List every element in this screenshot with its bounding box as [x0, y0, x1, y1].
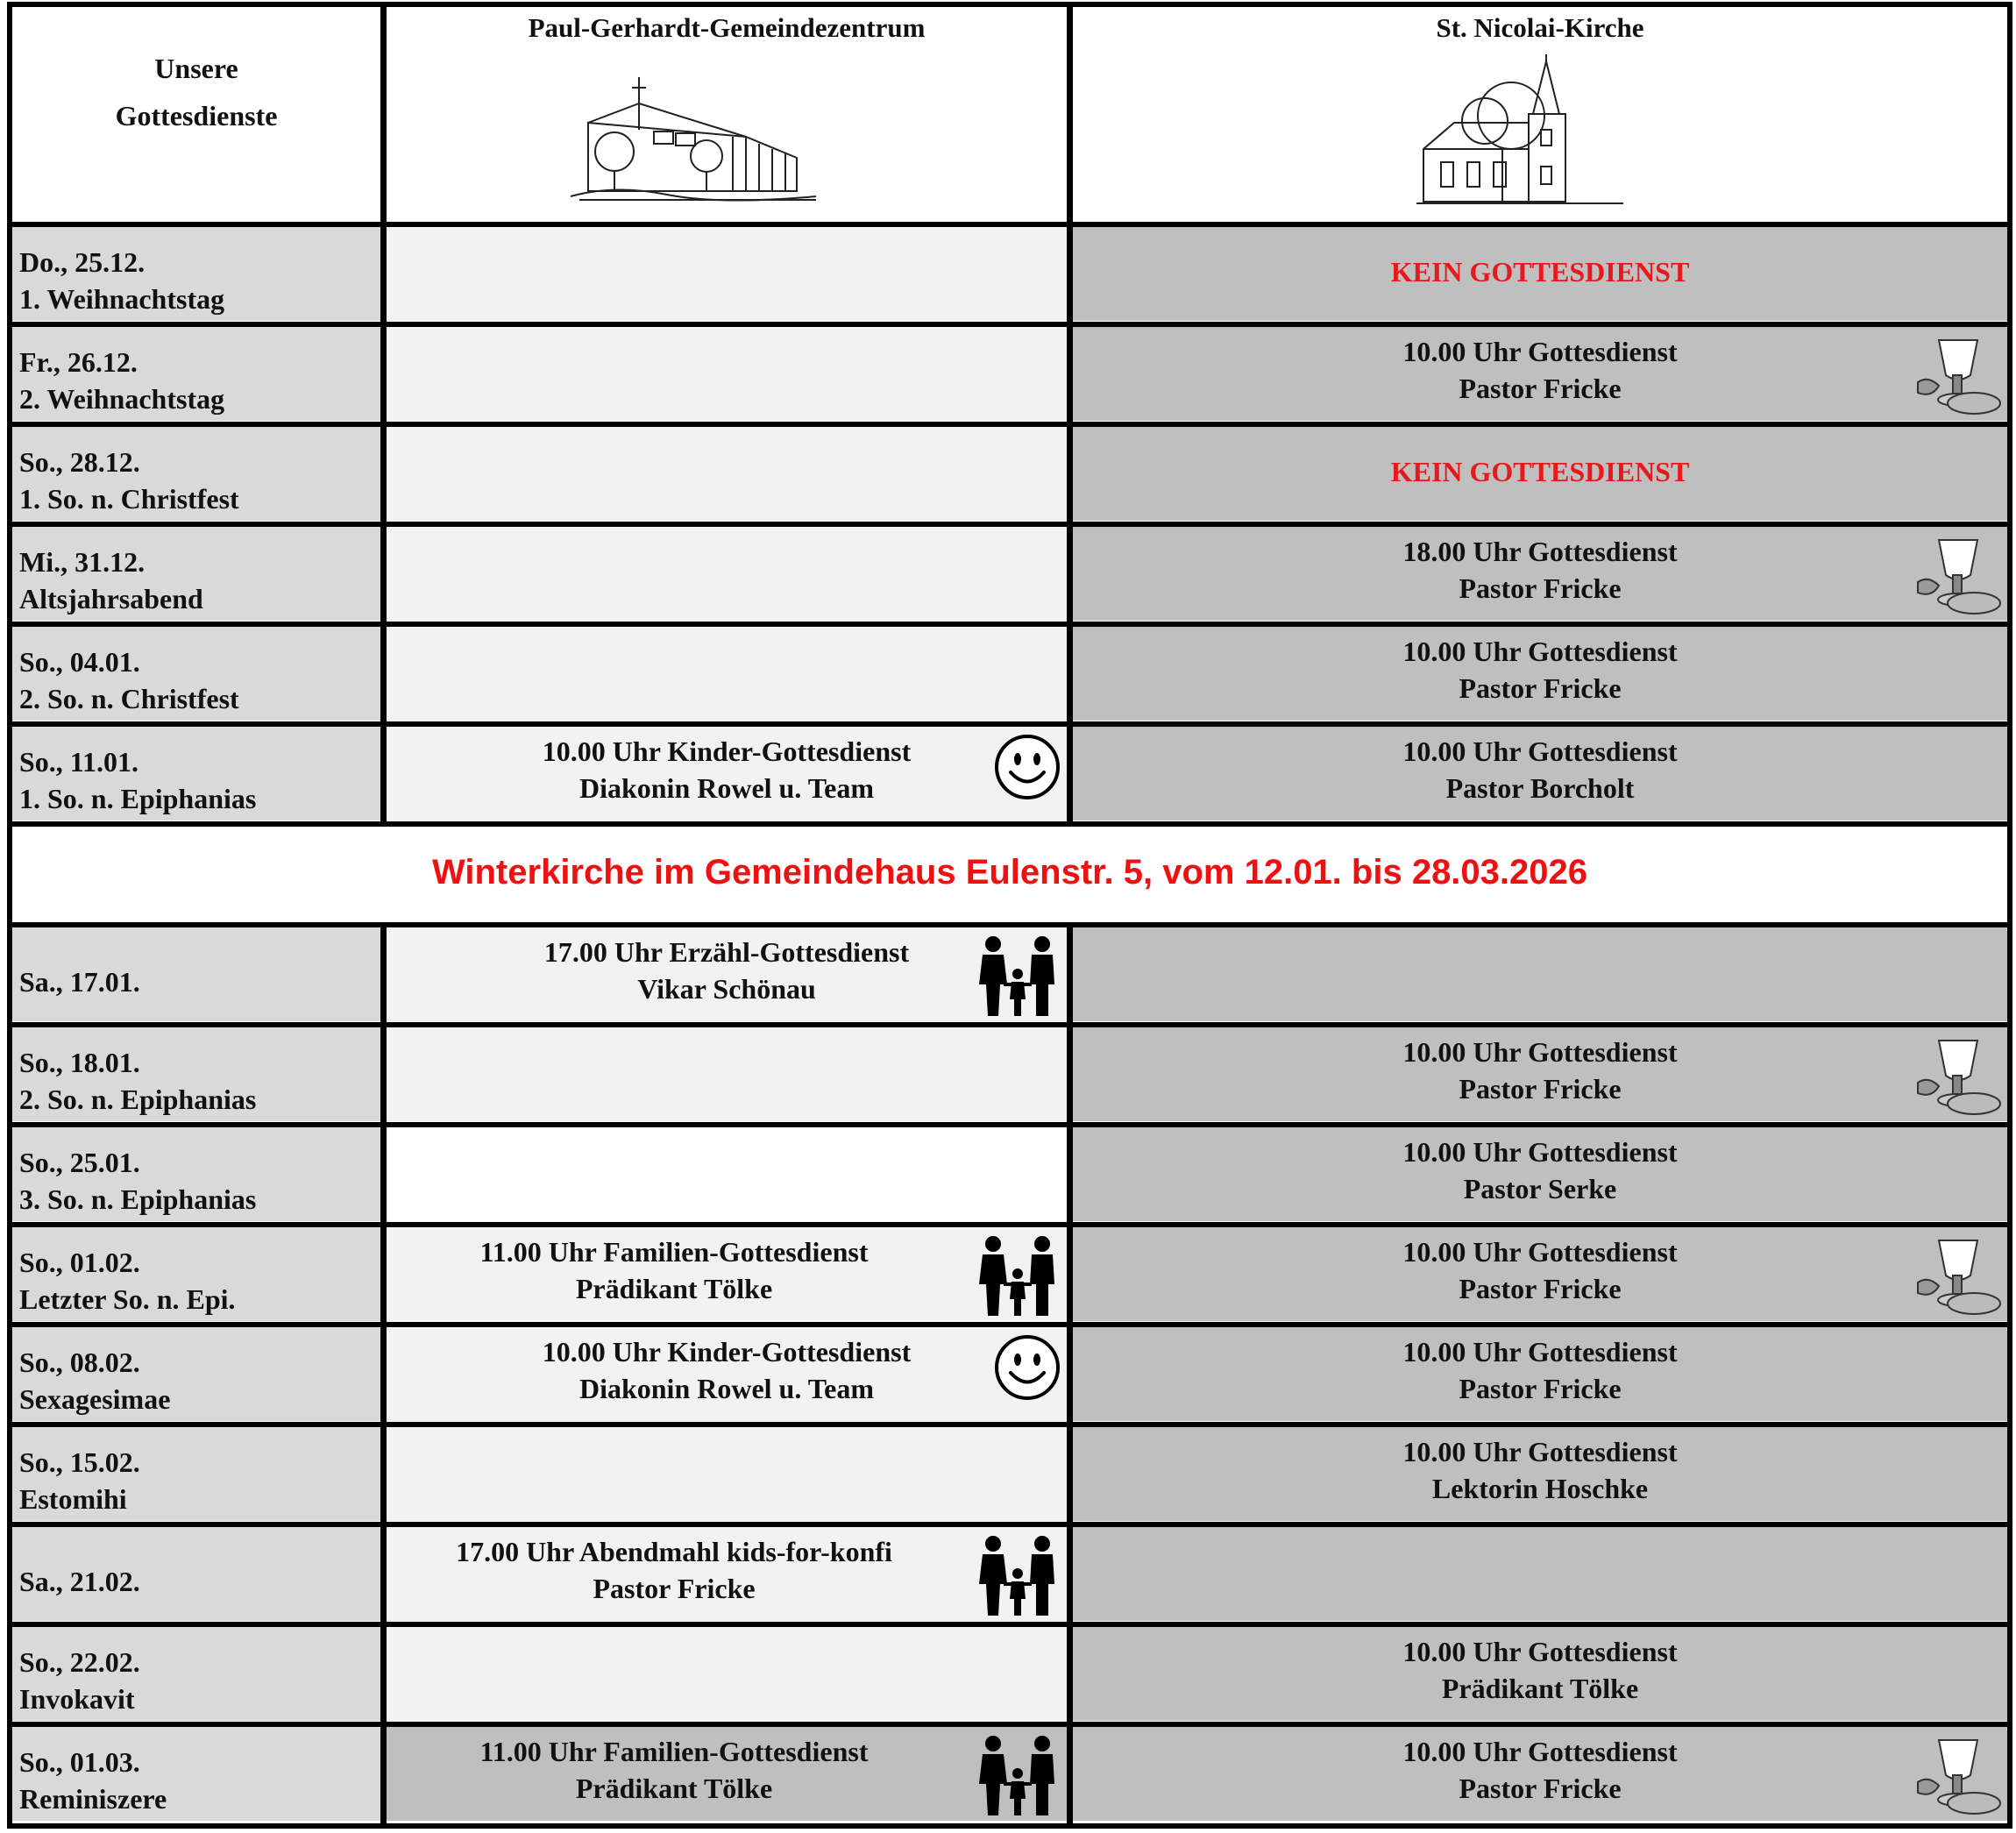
grid-line-vertical	[1067, 922, 1073, 1829]
service-icon-wrap	[1914, 1037, 2002, 1121]
service-date: Mi., 31.12.	[19, 546, 146, 578]
service-date: Do., 25.12.	[19, 246, 146, 278]
service-icon-wrap	[1914, 536, 2002, 621]
date-cell	[12, 1126, 380, 1221]
service-details	[387, 934, 1067, 1007]
service-leader: Diakonin Rowel u. Team	[579, 1373, 875, 1404]
service-icon-wrap	[1914, 337, 2002, 421]
service-date: Sa., 21.02.	[19, 1566, 140, 1597]
service-details	[1073, 1333, 2007, 1407]
service-date: So., 11.01.	[19, 746, 139, 778]
date-cell	[12, 526, 380, 621]
service-details	[387, 1333, 1067, 1407]
paul-gerhardt-service-cell	[387, 1326, 1067, 1421]
service-date: So., 25.01.	[19, 1147, 140, 1178]
service-time-title: 10.00 Uhr Gottesdienst	[1402, 1436, 1678, 1467]
service-time-title: 10.00 Uhr Gottesdienst	[1402, 1036, 1678, 1068]
service-details	[1073, 633, 2007, 707]
grid-line-vertical	[380, 2, 387, 827]
service-leader: Diakonin Rowel u. Team	[579, 772, 875, 804]
date-cell	[12, 1027, 380, 1121]
paul-gerhardt-service-cell	[387, 1126, 1067, 1221]
grid-line-vertical	[2007, 2, 2012, 1829]
service-leader: Pastor Fricke	[1459, 1073, 1622, 1105]
grid-line-horizontal	[7, 1622, 2012, 1627]
st-nicolai-service-cell	[1073, 726, 2007, 821]
service-details	[1073, 1633, 2007, 1707]
liturgical-day: 2. Weihnachtstag	[19, 383, 225, 415]
header-label-line2: Gottesdienste	[115, 100, 278, 131]
grid-line-horizontal	[7, 1222, 2012, 1227]
service-icon-wrap	[974, 1533, 1061, 1621]
grid-line-horizontal	[7, 1823, 2012, 1829]
service-icon-wrap	[974, 1733, 1061, 1821]
paul-gerhardt-service-cell	[387, 1426, 1067, 1521]
service-leader: Pastor Fricke	[1459, 1373, 1622, 1404]
service-icon-wrap	[993, 1333, 1061, 1406]
service-leader: Pastor Fricke	[1459, 572, 1622, 604]
st-nicolai-service-cell	[1073, 226, 2007, 321]
service-leader: Pastor Fricke	[1459, 1273, 1622, 1304]
paul-gerhardt-service-cell	[387, 426, 1067, 521]
service-icon-wrap	[1914, 1737, 2002, 1821]
service-details	[1073, 1133, 2007, 1207]
church-drawing-icon	[1415, 53, 1625, 210]
st-nicolai-service-cell	[1073, 1126, 2007, 1221]
no-service-notice: KEIN GOTTESDIENST	[1390, 256, 1690, 288]
liturgical-day: 1. Weihnachtstag	[19, 283, 225, 315]
grid-line-horizontal	[7, 1322, 2012, 1327]
header-label-line1: Unsere	[154, 53, 238, 84]
service-time-title: 10.00 Uhr Gottesdienst	[1402, 336, 1678, 367]
liturgical-day: Sexagesimae	[19, 1383, 171, 1415]
paul-gerhardt-service-cell	[387, 726, 1067, 821]
liturgical-day: 1. So. n. Epiphanias	[19, 783, 257, 814]
grid-line-horizontal	[7, 422, 2012, 427]
grid-line-horizontal	[7, 1722, 2012, 1727]
date-cell	[12, 1726, 380, 1821]
liturgical-day: Invokavit	[19, 1683, 135, 1715]
service-details	[1073, 333, 2007, 407]
service-time-title: 10.00 Uhr Gottesdienst	[1402, 1236, 1678, 1268]
service-time-title: 10.00 Uhr Gottesdienst	[1402, 1136, 1678, 1168]
grid-line-horizontal	[7, 622, 2012, 627]
service-icon-wrap	[974, 1233, 1061, 1321]
service-date: So., 01.03.	[19, 1746, 140, 1778]
st-nicolai-service-cell	[1073, 1027, 2007, 1121]
family-icon	[974, 1533, 1061, 1617]
st-nicolai-service-cell	[1073, 1626, 2007, 1721]
service-time-title: 10.00 Uhr Gottesdienst	[1402, 636, 1678, 667]
paul-gerhardt-service-cell	[387, 1626, 1067, 1721]
paul-gerhardt-service-cell	[387, 326, 1067, 421]
no-service-notice: KEIN GOTTESDIENST	[1390, 456, 1690, 487]
service-date: So., 04.01.	[19, 646, 140, 678]
service-date: So., 01.02.	[19, 1247, 140, 1278]
service-date: So., 18.01.	[19, 1047, 140, 1078]
date-cell	[12, 626, 380, 721]
liturgical-day: 3. So. n. Epiphanias	[19, 1183, 257, 1215]
col1-title: Paul-Gerhardt-Gemeindezentrum	[528, 12, 926, 43]
family-icon	[974, 1733, 1061, 1817]
date-cell	[12, 1426, 380, 1521]
grid-line-horizontal	[7, 1122, 2012, 1127]
date-cell	[12, 1626, 380, 1721]
service-details	[1073, 733, 2007, 806]
service-time-title: 10.00 Uhr Gottesdienst	[1402, 735, 1678, 767]
st-nicolai-service-cell	[1073, 526, 2007, 621]
grid-line-horizontal	[7, 922, 2012, 927]
date-cell	[12, 1226, 380, 1321]
service-details	[1073, 1034, 2007, 1107]
service-time-title: 10.00 Uhr Kinder-Gottesdienst	[542, 1336, 912, 1368]
service-leader: Prädikant Tölke	[575, 1773, 773, 1804]
service-details	[1073, 533, 2007, 607]
service-leader: Pastor Fricke	[593, 1573, 756, 1604]
date-cell	[12, 726, 380, 821]
paul-gerhardt-service-cell	[387, 1027, 1067, 1121]
service-leader: Prädikant Tölke	[575, 1273, 773, 1304]
paul-gerhardt-service-cell	[387, 526, 1067, 621]
service-date: So., 22.02.	[19, 1646, 140, 1678]
smiley-icon	[993, 1333, 1061, 1402]
paul-gerhardt-service-cell	[387, 226, 1067, 321]
service-details	[1073, 1733, 2007, 1807]
grid-line-horizontal	[7, 222, 2012, 227]
header-col2-cell	[1073, 7, 2007, 222]
community-center-drawing-icon	[562, 68, 825, 209]
grid-line-vertical	[1067, 2, 1073, 827]
service-date: Fr., 26.12.	[19, 346, 138, 378]
service-time-title: 18.00 Uhr Gottesdienst	[1402, 536, 1678, 567]
st-nicolai-service-cell	[1073, 1326, 2007, 1421]
service-time-title: 11.00 Uhr Familien-Gottesdienst	[479, 1236, 869, 1268]
st-nicolai-service-cell	[1073, 927, 2007, 1021]
grid-line-horizontal	[7, 721, 2012, 727]
header-col1-cell	[387, 7, 1067, 222]
communion-chalice-icon	[1914, 337, 2002, 417]
service-leader: Pastor Fricke	[1459, 1773, 1622, 1804]
service-time-title: 10.00 Uhr Gottesdienst	[1402, 1736, 1678, 1767]
grid-line-horizontal	[7, 1022, 2012, 1027]
st-nicolai-service-cell	[1073, 326, 2007, 421]
service-leader: Pastor Fricke	[1459, 672, 1622, 704]
liturgical-day: Estomihi	[19, 1483, 127, 1515]
paul-gerhardt-service-cell	[387, 1226, 1067, 1321]
service-icon-wrap	[993, 733, 1061, 806]
communion-chalice-icon	[1914, 1237, 2002, 1318]
liturgical-day: Letzter So. n. Epi.	[19, 1283, 236, 1315]
service-date: Sa., 17.01.	[19, 966, 140, 998]
date-cell	[12, 1526, 380, 1621]
liturgical-day: 2. So. n. Epiphanias	[19, 1083, 257, 1115]
st-nicolai-service-cell	[1073, 1526, 2007, 1621]
service-details	[1073, 1433, 2007, 1507]
liturgical-day: Altsjahrsabend	[19, 583, 203, 615]
smiley-icon	[993, 733, 1061, 801]
communion-chalice-icon	[1914, 1037, 2002, 1118]
grid-line-horizontal	[7, 1522, 2012, 1527]
col2-title: St. Nicolai-Kirche	[1436, 12, 1644, 43]
service-icon-wrap	[974, 934, 1061, 1021]
family-icon	[974, 934, 1061, 1018]
service-leader: Pastor Borcholt	[1445, 772, 1635, 804]
date-cell	[12, 1326, 380, 1421]
liturgical-day: Reminiszere	[19, 1783, 167, 1815]
grid-line-vertical	[380, 922, 387, 1829]
paul-gerhardt-service-cell	[387, 626, 1067, 721]
service-icon-wrap	[1914, 1237, 2002, 1321]
grid-line-horizontal	[7, 322, 2012, 327]
service-time-title: 17.00 Uhr Abendmahl kids-for-konfi	[456, 1536, 892, 1567]
service-leader: Vikar Schönau	[637, 973, 816, 1005]
st-nicolai-service-cell	[1073, 426, 2007, 521]
date-cell	[12, 226, 380, 321]
paul-gerhardt-service-cell	[387, 1526, 1067, 1621]
service-time-title: 11.00 Uhr Familien-Gottesdienst	[479, 1736, 869, 1767]
communion-chalice-icon	[1914, 1737, 2002, 1817]
service-details	[387, 1533, 1067, 1607]
service-leader: Lektorin Hoschke	[1431, 1473, 1649, 1504]
date-cell	[12, 426, 380, 521]
grid-line-horizontal	[7, 2, 2012, 7]
service-leader: Prädikant Tölke	[1441, 1673, 1639, 1704]
service-leader: Pastor Fricke	[1459, 373, 1622, 404]
service-time-title: 10.00 Uhr Gottesdienst	[1402, 1336, 1678, 1368]
st-nicolai-service-cell	[1073, 1226, 2007, 1321]
st-nicolai-service-cell	[1073, 626, 2007, 721]
service-date: So., 15.02.	[19, 1446, 140, 1478]
service-leader: Pastor Serke	[1463, 1173, 1617, 1204]
paul-gerhardt-service-cell	[387, 1726, 1067, 1821]
service-time-title: 10.00 Uhr Gottesdienst	[1402, 1636, 1678, 1667]
service-details	[387, 1233, 1067, 1307]
st-nicolai-service-cell	[1073, 1426, 2007, 1521]
winter-church-banner	[12, 827, 2007, 922]
grid-line-horizontal	[7, 821, 2012, 827]
liturgical-day: 1. So. n. Christfest	[19, 483, 239, 515]
family-icon	[974, 1233, 1061, 1318]
service-details	[1073, 1233, 2007, 1307]
date-cell	[12, 326, 380, 421]
liturgical-day: 2. So. n. Christfest	[19, 683, 239, 714]
service-details	[387, 1733, 1067, 1807]
grid-line-horizontal	[7, 1422, 2012, 1427]
grid-line-horizontal	[7, 522, 2012, 527]
service-time-title: 17.00 Uhr Erzähl-Gottesdienst	[543, 936, 910, 968]
st-nicolai-service-cell	[1073, 1726, 2007, 1821]
communion-chalice-icon	[1914, 536, 2002, 617]
winter-church-notice: Winterkirche im Gemeindehaus Eulenstr. 5, vom 12.01. bis 28.03.2026	[431, 853, 1588, 892]
header-label-cell	[12, 7, 380, 222]
service-details	[387, 733, 1067, 806]
paul-gerhardt-service-cell	[387, 927, 1067, 1021]
service-time-title: 10.00 Uhr Kinder-Gottesdienst	[542, 735, 912, 767]
service-date: So., 08.02.	[19, 1346, 140, 1378]
grid-line-vertical	[7, 2, 12, 1829]
service-date: So., 28.12.	[19, 446, 140, 478]
date-cell	[12, 927, 380, 1021]
